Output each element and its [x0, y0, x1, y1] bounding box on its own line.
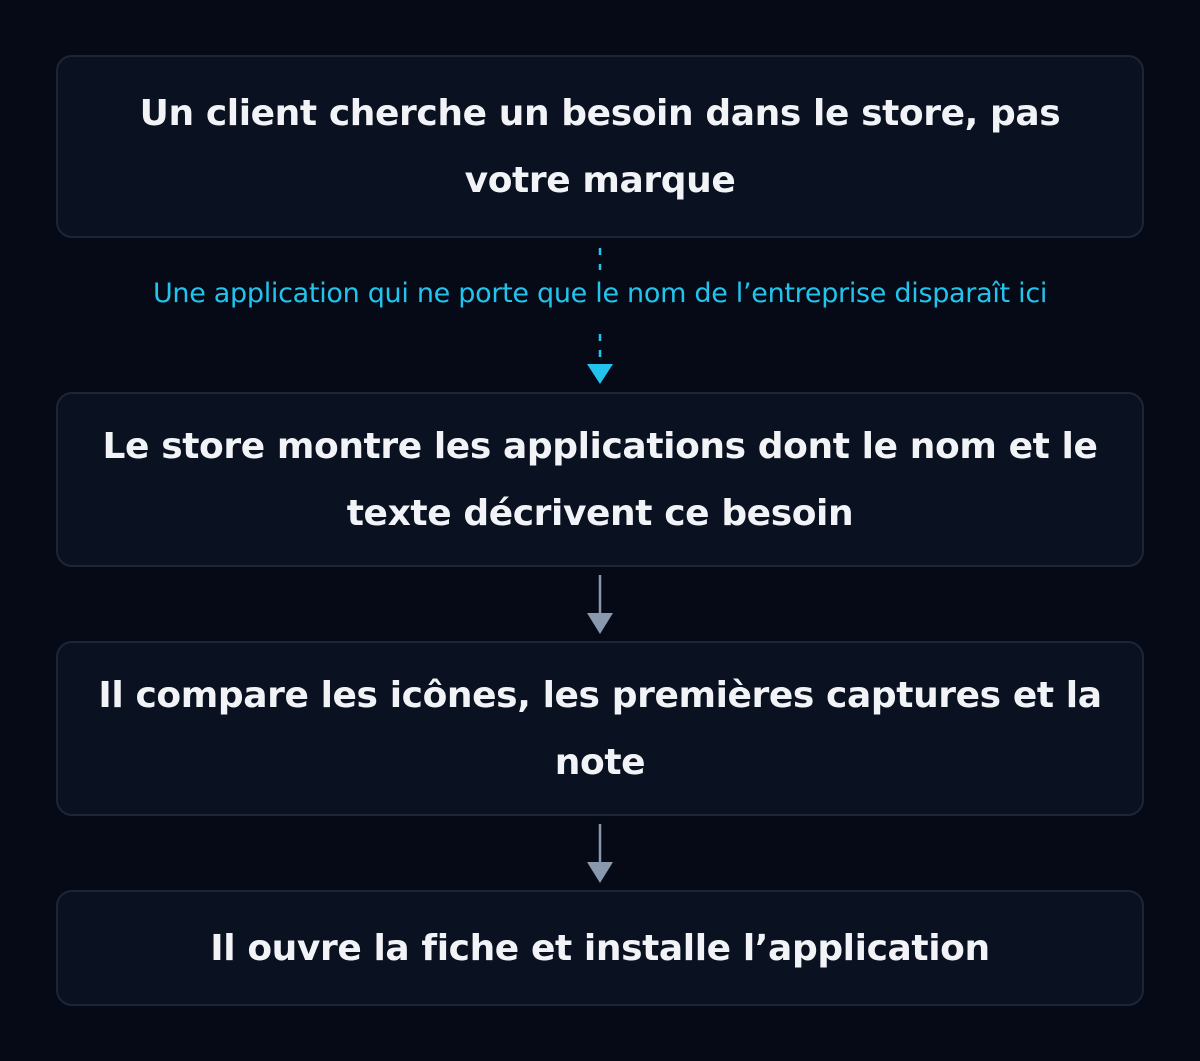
- step-label-4: Il ouvre la fiche et installe l’application: [210, 927, 990, 969]
- step-label-3: Il compare les icônes, les premières captures et la note: [98, 674, 1102, 783]
- arrowhead-icon: [587, 862, 613, 883]
- edge-label-1-to-2: Une application qui ne porte que le nom de l’entreprise disparaît ici: [152, 278, 1048, 309]
- step-box-4: [56, 890, 1144, 1006]
- step-label-2: Le store montre les applications dont le nom et le texte décrivent ce besoin: [102, 425, 1098, 534]
- step-label-1: Un client cherche un besoin dans le store, pas votre marque: [139, 92, 1061, 201]
